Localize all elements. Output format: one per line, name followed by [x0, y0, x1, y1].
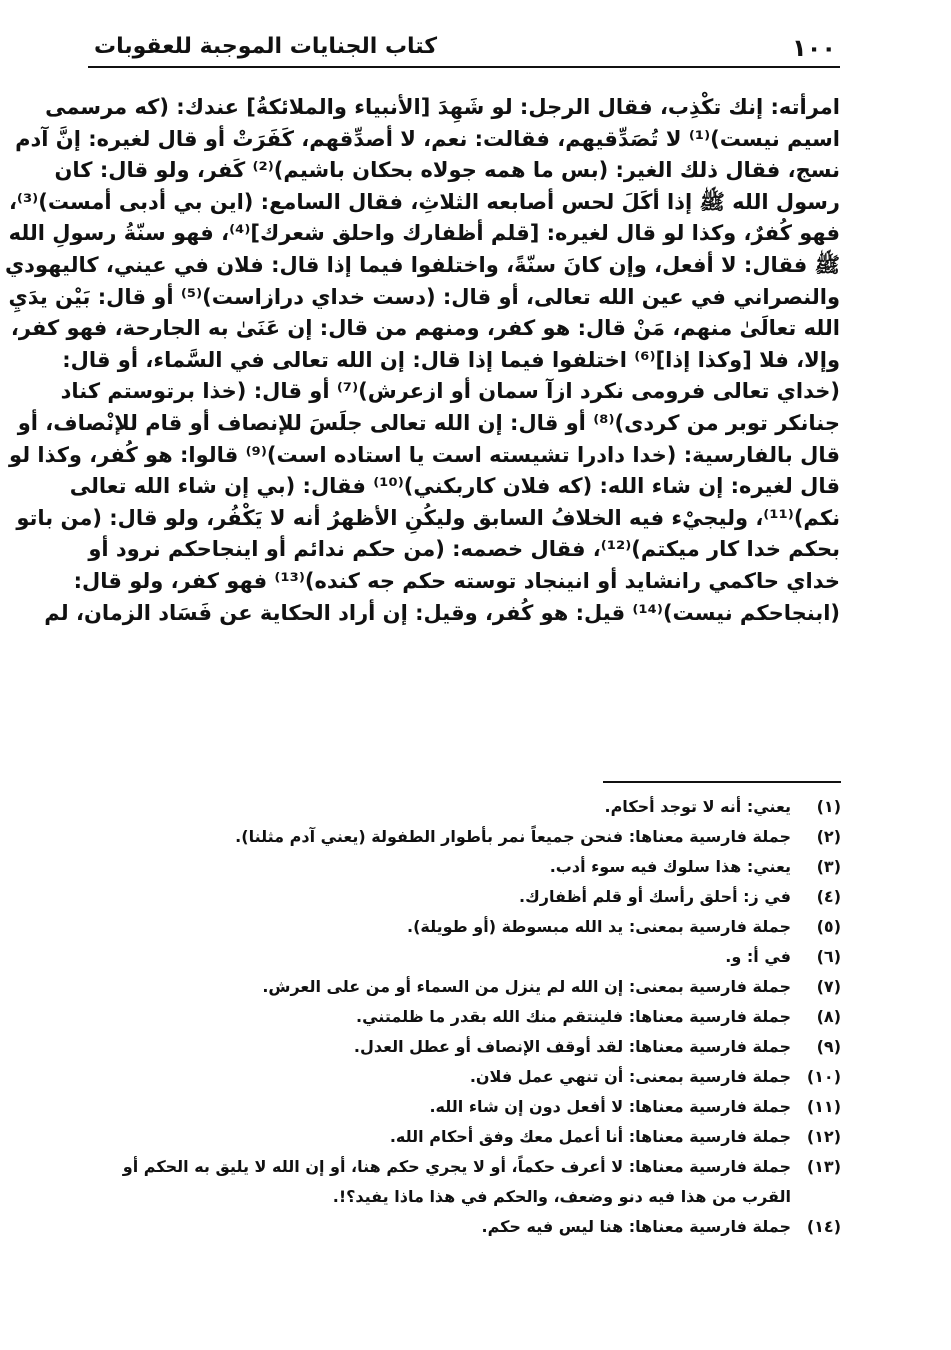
footnote-number: (٥): [816, 917, 841, 936]
text-line: بحكم خدا كار ميكتم)⁽¹²⁾، فقال خصمه: (من حكم ندائم أو اينجاحكم نرود أو: [88, 537, 840, 562]
footnote-text: جملة فارسية معناها: فنحن جميعاً نمر بأطوار الطفولة (يعني آدم مثلنا).: [235, 827, 791, 846]
text-line: قال بالفارسية: (خدا دادرا تشيسته است يا استاده است)⁽⁹⁾ قالوا: هو كُفر، وكذا لو: [9, 442, 840, 467]
text-line: نكم)⁽¹¹⁾، وليجيْء فيه الخلافُ السابق وليكُنِ الأظهرُ أنه لا يَكْفُر، ولو قال: (من باتو: [16, 505, 840, 530]
footnote-text: جملة فارسية معناها: هنا ليس فيه حكم.: [481, 1217, 791, 1236]
footnote-number: (٣): [816, 857, 841, 876]
footnote: [106, 852, 841, 882]
footnote-text: يعني: أنه لا توجد أحكام.: [604, 797, 791, 816]
text-line: خداي حاكمي رانشايد أو انينجاد توسته حكم جه كنده)⁽¹³⁾ فهو كفر، ولو قال:: [73, 568, 840, 593]
text-line: امرأته: إنك تكْذِب، فقال الرجل: لو شَهِدَ [الأنبياء والملائكةُ] عندك: (كه مرسمى: [45, 95, 840, 119]
footnote-number: (٨): [816, 1007, 841, 1026]
text-line: (خداي تعالى فرومى نكرد ازآ سمان أو ازعرش)⁽⁷⁾ أو قال: (خذا برتوستم كناد: [60, 379, 840, 404]
footnote: [106, 1152, 841, 1212]
footnote: [106, 1212, 841, 1242]
text-line: (ابنجاحكم نيست)⁽¹⁴⁾ قيل: هو كُفر، وقيل: إن أراد الحكاية عن فَسَاد الزمان، لم: [44, 600, 840, 625]
footnote-text: جملة فارسية بمعنى: أن تنهي عمل فلان.: [469, 1067, 791, 1086]
footnote-separator: [603, 781, 841, 783]
text-line: الله تعالَىٰ منهم، مَنْ قال: هو كفر، ومنهم من قال: إن عَنَىٰ به الجارحة، فهو كفر،: [10, 316, 840, 341]
page-header: [88, 32, 840, 68]
text-line: فهو كُفرٌ، وكذا لو قال لغيره: [قلم أظفارك واحلق شعرك]⁽⁴⁾، فهو سنّةُ رسولِ الله: [8, 221, 840, 246]
footnote: [106, 1062, 841, 1092]
footnote-text: جملة فارسية معناها: لا أفعل دون إن شاء الله.: [429, 1097, 791, 1116]
footnote-text: في ز: أحلق رأسك أو قلم أظفارك.: [518, 887, 791, 906]
text-line: جنانكر توبر من كردى)⁽⁸⁾ أو قال: إن الله تعالى جلَسَ للإنصاف أو قام للإنْصاف، أو: [17, 410, 840, 435]
text-line: رسول الله ﷺ إذا أكَلَ لحس أصابعه الثلاثِ، فقال السامع: (اين بي أدبى أمست)⁽³⁾،: [8, 189, 840, 214]
footnote-number: (٦): [816, 947, 841, 966]
footnote: [106, 822, 841, 852]
footnote-text: جملة فارسية معناها: أنا أعمل معك وفق أحكام الله.: [389, 1127, 791, 1146]
footnote: [106, 1122, 841, 1152]
text-line: وإلا، فلا [وكذا إذا]⁽⁶⁾ اختلفوا فيما إذا قال: إن الله تعالى في السَّماء، أو قال:: [62, 347, 840, 372]
footnote-number: (١٢): [806, 1127, 841, 1146]
footnote: [106, 792, 841, 822]
text-line: اسيم نيست)⁽¹⁾ لا تُصَدِّقيهم، فقالت: نعم، لا أصدِّقهم، كَفَرَتْ أو قال لغيره: إنَّ آدم: [15, 126, 840, 151]
footnote-number: (٧): [816, 977, 841, 996]
footnote: [106, 1002, 841, 1032]
footnote: [106, 1032, 841, 1062]
footnote-text: جملة فارسية بمعنى: إن الله لم ينزل من السماء أو من على العرش.: [262, 977, 791, 996]
footnote-number: (١١): [806, 1097, 841, 1116]
page-number: ١٠٠: [792, 34, 836, 62]
footnote-text: يعني: هذا سلوك فيه سوء أدب.: [549, 857, 791, 876]
footnote-number: (١): [816, 797, 841, 816]
footnote-number: (٢): [816, 827, 841, 846]
footnote: [106, 942, 841, 972]
text-line: والنصراني في عين الله تعالى، أو قال: (دست خداي درازاست)⁽⁵⁾ أو قال: بَيْن يدَيِ: [8, 284, 840, 309]
footnote-number: (١٠): [806, 1067, 841, 1086]
text-line: ﷺ فقال: لا أفعل، وإن كانَ سنّةً، واختلفوا فيما إذا قال: فلان في عيني، كاليهودي: [4, 252, 840, 277]
main-text: [4, 92, 840, 629]
footnote-number: (٩): [816, 1037, 841, 1056]
footnote: [106, 1092, 841, 1122]
running-title: كتاب الجنايات الموجبة للعقوبات: [94, 34, 438, 59]
footnote-number: (١٤): [806, 1217, 841, 1236]
footnote-text: جملة فارسية معناها: لقد أوقف الإنصاف أو عطل العدل.: [353, 1037, 791, 1056]
footnote-text: جملة فارسية معناها: لا أعرف حكماً، أو لا يجري حكم هنا، أو إن الله لا يليق به الحكم أو القرب من هذا فيه دنو وضعف، والحكم في هذا ماذا يفيد؟!.: [122, 1157, 791, 1206]
footnote: [106, 912, 841, 942]
footnote-text: جملة فارسية معناها: فلينتقم منك الله بقدر ما ظلمتني.: [356, 1007, 791, 1026]
text-line: قال لغيره: إن شاء الله: (كه فلان كاربكني)⁽¹⁰⁾ فقال: (بي إن شاء الله تعالى: [69, 474, 840, 499]
text-line: نسج، فقال ذلك الغير: (بس ما همه جولاه بحكان باشيم)⁽²⁾ كَفر، ولو قال: كان: [54, 158, 840, 183]
footnote-text: في أ: و.: [725, 947, 791, 966]
footnotes: [106, 792, 841, 1242]
footnote: [106, 882, 841, 912]
footnote: [106, 972, 841, 1002]
footnote-number: (٤): [816, 887, 841, 906]
footnote-number: (١٣): [806, 1157, 841, 1176]
footnote-text: جملة فارسية بمعنى: يد الله مبسوطة (أو طويلة).: [406, 917, 791, 936]
